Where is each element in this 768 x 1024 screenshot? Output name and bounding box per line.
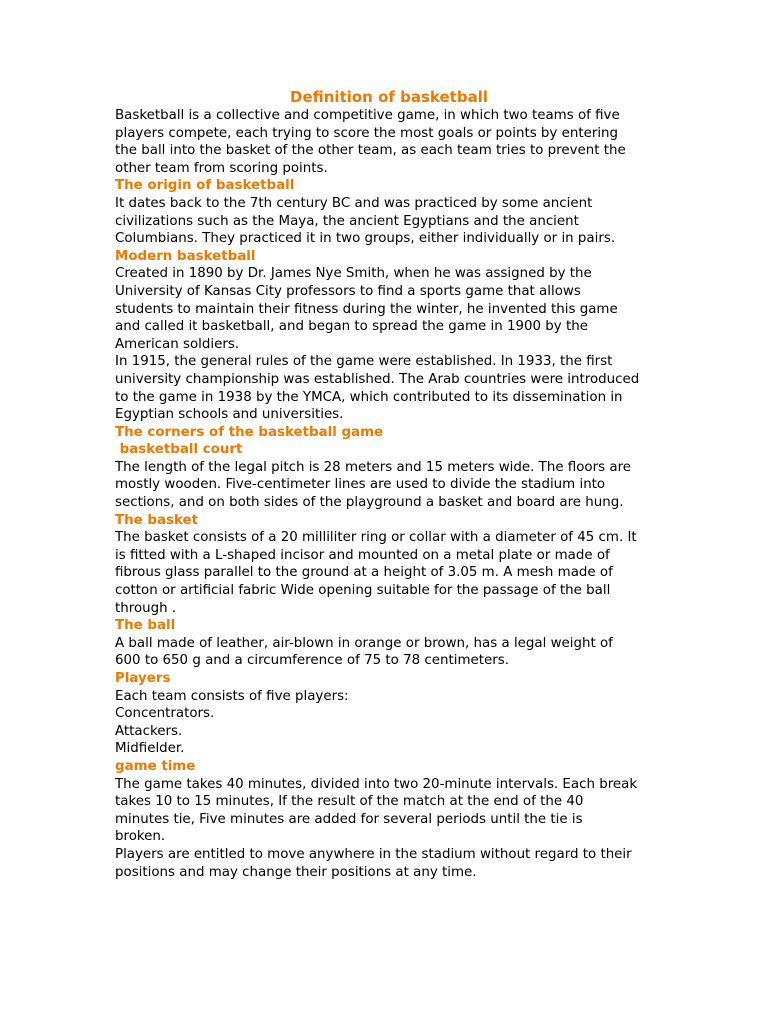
- intro-paragraph: [115, 107, 655, 177]
- court-paragraph: [115, 459, 655, 512]
- document-body: [115, 87, 655, 881]
- text-line: the ball into the basket of the other team, as each team tries to prevent the: [115, 143, 626, 159]
- text-line: The length of the legal pitch is 28 meters and 15 meters wide. The floors are: [115, 459, 632, 475]
- text-line: Columbians. They practiced it in two groups, either individually or in pairs.: [115, 231, 616, 247]
- text-line: 600 to 650 g and a circumference of 75 to 78 centimeters.: [115, 653, 509, 669]
- text-line: other team from scoring points.: [115, 160, 328, 176]
- text-line: A ball made of leather, air-blown in orange or brown, has a legal weight of: [115, 635, 613, 651]
- text-line: Each team consists of five players:: [115, 688, 349, 704]
- text-line: In 1915, the general rules of the game were established. In 1933, the first: [115, 354, 613, 370]
- text-line: It dates back to the 7th century BC and was practiced by some ancient: [115, 195, 593, 211]
- text-line: Basketball is a collective and competitive game, in which two teams of five: [115, 108, 620, 123]
- text-line: positions and may change their positions at any time.: [115, 864, 477, 880]
- origin-heading: The origin of basketball: [115, 178, 295, 194]
- text-line: minutes tie, Five minutes are added for several periods until the tie is: [115, 811, 583, 827]
- gametime-paragraph-1: [115, 776, 655, 846]
- modern-heading: Modern basketball: [115, 248, 256, 264]
- text-line: and called it basketball, and began to spread the game in 1900 by the: [115, 319, 588, 335]
- text-line: The game takes 40 minutes, divided into two 20-minute intervals. Each break: [115, 776, 638, 792]
- modern-paragraph-1: [115, 265, 655, 353]
- ball-paragraph: [115, 635, 655, 670]
- text-line: students to maintain their fitness during the winter, he invented this game: [115, 301, 618, 317]
- origin-paragraph: [115, 195, 655, 248]
- text-line: Attackers.: [115, 723, 183, 739]
- text-line: civilizations such as the Maya, the ancient Egyptians and the ancient: [115, 213, 579, 229]
- text-line: is fitted with a L-shaped incisor and mounted on a metal plate or made of: [115, 547, 610, 563]
- text-line: cotton or artificial fabric Wide opening suitable for the passage of the ball: [115, 583, 611, 599]
- modern-paragraph-2: [115, 353, 655, 423]
- text-line: Egyptian schools and universities.: [115, 407, 344, 423]
- text-line: The basket consists of a 20 milliliter ring or collar with a diameter of 45 cm. It: [115, 530, 637, 546]
- text-line: broken.: [115, 829, 166, 845]
- basket-paragraph: [115, 529, 655, 617]
- text-line: mostly wooden. Five-centimeter lines are used to divide the stadium into: [115, 477, 606, 493]
- text-line: university championship was established. The Arab countries were introduced: [115, 371, 640, 387]
- corners-heading: The corners of the basketball game: [115, 424, 384, 440]
- page-title: Definition of basketball: [290, 88, 488, 106]
- gametime-paragraph-2: [115, 846, 655, 881]
- text-line: Created in 1890 by Dr. James Nye Smith, when he was assigned by the: [115, 266, 592, 282]
- text-line: through .: [115, 600, 177, 616]
- text-line: American soldiers.: [115, 336, 240, 352]
- text-line: Midfielder.: [115, 741, 185, 757]
- ball-heading: The ball: [115, 618, 176, 634]
- text-line: takes 10 to 15 minutes, If the result of the match at the end of the 40: [115, 794, 584, 810]
- text-line: Concentrators.: [115, 706, 215, 722]
- text-line: Players are entitled to move anywhere in the stadium without regard to their: [115, 846, 632, 862]
- text-line: sections, and on both sides of the playground a basket and board are hung.: [115, 495, 624, 511]
- text-line: players compete, each trying to score the most goals or points by entering: [115, 125, 619, 141]
- text-line: University of Kansas City professors to find a sports game that allows: [115, 283, 581, 299]
- players-heading: Players: [115, 671, 171, 686]
- court-heading: basketball court: [115, 442, 243, 458]
- text-line: to the game in 1938 by the YMCA, which contributed to its dissemination in: [115, 389, 623, 405]
- text-line: fibrous glass parallel to the ground at a height of 3.05 m. A mesh made of: [115, 565, 613, 581]
- basket-heading: The basket: [115, 512, 199, 528]
- players-paragraph: [115, 688, 655, 758]
- gametime-heading: game time: [115, 758, 196, 774]
